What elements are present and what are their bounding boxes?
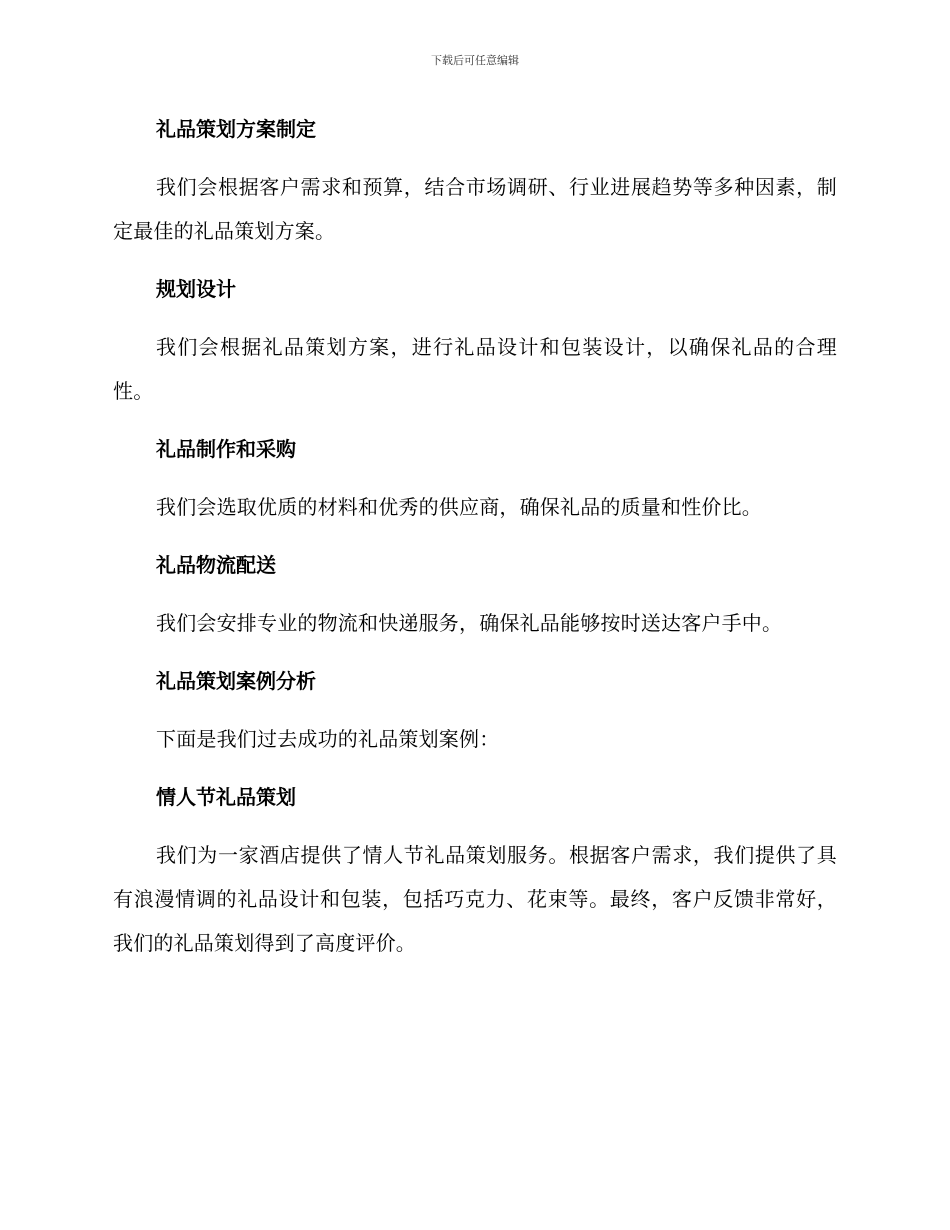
section-paragraph: 我们会根据礼品策划方案，进行礼品设计和包装设计，以确保礼品的合理性。: [113, 335, 837, 403]
document-content: [113, 107, 837, 965]
section-paragraph: 下面是我们过去成功的礼品策划案例：: [156, 727, 500, 751]
section-heading: 礼品策划案例分析: [156, 669, 316, 693]
section-paragraph: 我们为一家酒店提供了情人节礼品策划服务。根据客户需求，我们提供了具有浪漫情调的礼品设计和包装，包括巧克力、花束等。最终，客户反馈非常好，我们的礼品策划得到了高度评价。: [113, 843, 837, 955]
section-heading: 情人节礼品策划: [156, 785, 296, 809]
section-heading: 规划设计: [156, 277, 236, 301]
section-paragraph: 我们会选取优质的材料和优秀的供应商，确保礼品的质量和性价比。: [156, 495, 762, 519]
section-case-analysis: [113, 659, 837, 761]
section-planning-design: [113, 267, 837, 413]
section-plan-formulation: [113, 107, 837, 253]
section-heading: 礼品制作和采购: [156, 437, 296, 461]
section-production-purchasing: [113, 427, 837, 529]
page-header-note: 下载后可任意编辑: [431, 54, 519, 67]
section-heading: 礼品物流配送: [156, 553, 276, 577]
section-valentines-case: [113, 775, 837, 965]
section-logistics-delivery: [113, 543, 837, 645]
section-paragraph: 我们会根据客户需求和预算，结合市场调研、行业进展趋势等多种因素，制定最佳的礼品策划方案。: [113, 175, 837, 243]
section-heading: 礼品策划方案制定: [156, 117, 316, 141]
section-paragraph: 我们会安排专业的物流和快递服务，确保礼品能够按时送达客户手中。: [156, 611, 783, 635]
